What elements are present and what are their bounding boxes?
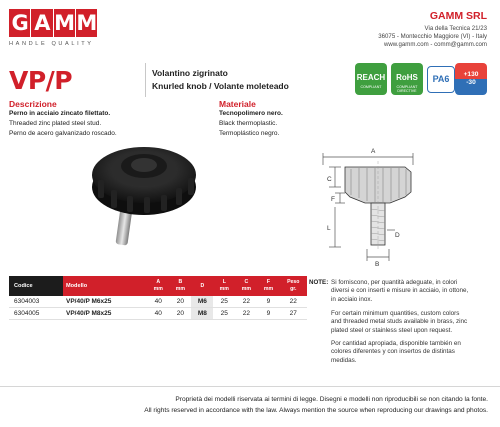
dim-label-d: D <box>395 232 400 239</box>
col-code-header: Codice <box>9 276 63 296</box>
material-badge: PA6 <box>427 66 455 93</box>
col-d-header: D <box>191 276 213 296</box>
product-code: VP/P <box>9 66 73 95</box>
description-it: Perno in acciaio zincato filettato. <box>9 110 111 117</box>
cell-f: 9 <box>257 308 279 320</box>
temperature-badge-icon <box>455 63 487 95</box>
logo-letter: A <box>31 9 52 37</box>
col-f-header: F mm <box>257 276 279 296</box>
col-l-header: L mm <box>213 276 235 296</box>
logo-letter: M <box>54 11 75 35</box>
cell-weight: 27 <box>280 308 307 320</box>
cell-c: 22 <box>235 296 257 308</box>
footer-it: Proprietà dei modelli riservata ai termini di legge. Disegni e modelli non riproducibili se non citando la fonte. <box>175 396 488 403</box>
cell-code: 6304005 <box>9 308 63 320</box>
table-row <box>9 308 307 320</box>
rohs-badge-title: RoHS <box>396 73 418 82</box>
dim-label-b: B <box>375 261 380 267</box>
cell-weight: 22 <box>280 296 307 308</box>
material-es: Termoplástico negro. <box>219 130 280 137</box>
rohs-badge-sub: COMPLIANT DIRECTIVE <box>396 85 418 93</box>
table-row <box>9 296 307 308</box>
reach-badge-icon <box>355 63 387 95</box>
col-a-header: A mm <box>147 276 169 296</box>
cell-d: M8 <box>191 308 213 320</box>
logo-letter: M <box>76 11 97 35</box>
company-web[interactable]: www.gamm.com - comm@gamm.com <box>383 41 487 48</box>
notes-it: Si forniscono, per quantità adeguate, in colori diversi e con inserti e misure in acciaio, in ottone, in acciaio inox. <box>331 279 469 303</box>
table-header-row <box>9 276 307 296</box>
col-c-header: C mm <box>235 276 257 296</box>
cell-f: 9 <box>257 296 279 308</box>
specs-table <box>9 276 307 320</box>
cell-b: 20 <box>169 296 191 308</box>
cell-d: M6 <box>191 296 213 308</box>
gamm-logo <box>9 9 97 47</box>
logo-letter: G <box>9 9 30 37</box>
material-heading: Materiale <box>219 99 256 109</box>
notes-label: NOTE: <box>309 279 329 286</box>
cell-code: 6304003 <box>9 296 63 308</box>
notes-es: Por cantidad apropiada, disponible también en colores diferentes y con insertos de distintas medidas. <box>331 340 461 364</box>
product-name <box>152 67 289 93</box>
description-es: Perno de acero galvanizado roscado. <box>9 130 117 137</box>
cell-model: VP/40/P M8x25 <box>63 308 147 320</box>
description-heading: Descrizione <box>9 99 57 109</box>
dim-label-l: L <box>327 225 331 232</box>
col-b-header: B mm <box>169 276 191 296</box>
temp-max: +130 <box>463 71 479 78</box>
col-model-header: Modello <box>63 276 147 296</box>
rohs-badge-icon <box>391 63 423 95</box>
logo-wordmark <box>9 9 97 37</box>
reach-badge-sub: COMPLIANT <box>360 85 382 89</box>
footer-divider <box>0 386 500 387</box>
logo-tagline: HANDLE QUALITY <box>9 41 94 47</box>
company-name: GAMM SRL <box>429 10 487 22</box>
dim-label-c: C <box>327 176 332 183</box>
dim-label-f: F <box>331 196 335 203</box>
cell-c: 22 <box>235 308 257 320</box>
dim-label-a: A <box>371 148 376 155</box>
footer-en: All rights reserved in accordance with the law. Always mention the source when reproducing our drawings and photos. <box>144 407 488 414</box>
company-info <box>378 10 487 49</box>
material-it: Tecnopolimero nero. <box>219 110 283 117</box>
reach-badge-title: REACH <box>356 73 386 82</box>
cell-a: 40 <box>147 296 169 308</box>
cell-model: VP/40/P M6x25 <box>63 296 147 308</box>
product-name-it: Volantino zigrinato <box>152 68 228 78</box>
technical-drawing <box>305 145 420 267</box>
material-en: Black thermoplastic. <box>219 120 278 127</box>
notes-en: For certain minimum quantities, custom colors and threaded metal studs available in brass, zinc plated steel or stainless steel upon request. <box>331 310 468 334</box>
cell-b: 20 <box>169 308 191 320</box>
title-divider <box>145 63 146 97</box>
product-name-en-es: Knurled knob / Volante moleteado <box>152 81 289 91</box>
company-city: 36075 - Montecchio Maggiore (VI) - Italy <box>378 33 487 40</box>
cell-l: 25 <box>213 296 235 308</box>
temp-min: -30 <box>466 79 476 86</box>
company-address: Via della Tecnica 21/23 <box>424 25 487 32</box>
knob-product-image <box>78 135 213 260</box>
description-en: Threaded zinc plated steel stud. <box>9 120 102 127</box>
cell-l: 25 <box>213 308 235 320</box>
col-weight-header: Peso gr. <box>280 276 307 296</box>
cell-a: 40 <box>147 308 169 320</box>
